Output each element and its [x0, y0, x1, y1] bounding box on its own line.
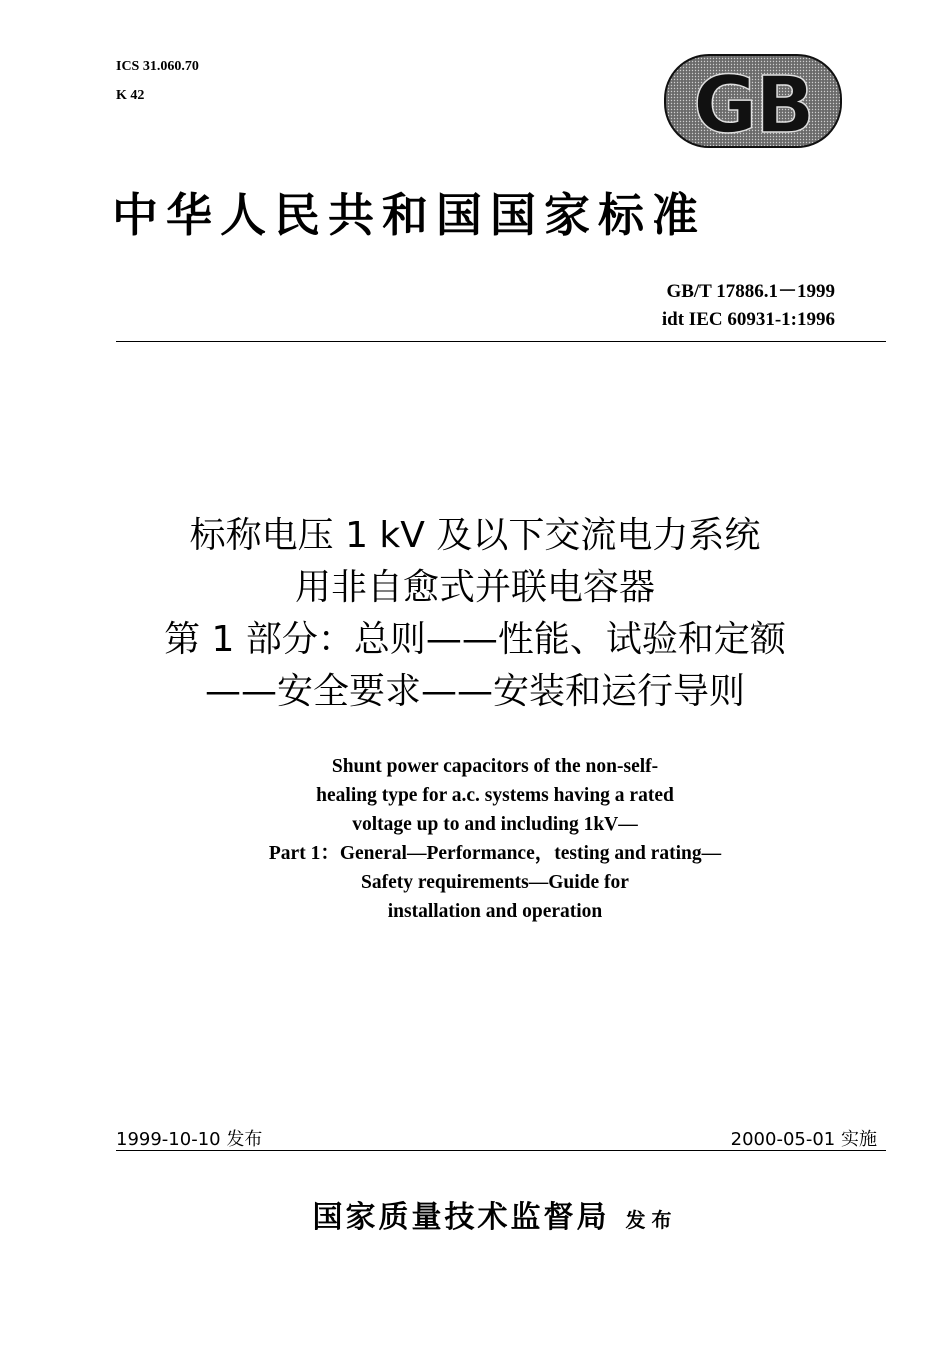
footer-divider [116, 1150, 886, 1151]
english-title-line: voltage up to and including 1kV— [352, 814, 638, 835]
logo-text: GB [693, 61, 813, 148]
english-title-line: Part 1：General—Performance，testing and rating— [268, 843, 722, 864]
chinese-title-line: 用非自愈式并联电容器 [294, 567, 655, 608]
english-title-line: installation and operation [387, 901, 603, 922]
issuer-block [0, 1192, 950, 1236]
publish-date: 1999-10-10 发布 [116, 1129, 263, 1150]
chinese-title-line: ——安全要求——安装和运行导则 [204, 671, 745, 712]
iec-equivalence: idt IEC 60931-1:1996 [661, 309, 835, 330]
issuer-suffix: 发布 [625, 1210, 678, 1232]
standard-number: GB/T 17886.1－1999 [666, 281, 835, 302]
issuer-name: 国家质量技术监督局 [312, 1201, 610, 1234]
english-title [0, 752, 950, 926]
chinese-title-line: 第 1 部分：总则——性能、试验和定额 [164, 619, 786, 660]
gb-logo [664, 54, 842, 148]
english-title-line: Safety requirements—Guide for [361, 872, 629, 893]
national-standard-title: 中华人民共和国国家标准 [112, 190, 706, 241]
classification-codes [116, 52, 199, 110]
effective-date: 2000-05-01 实施 [730, 1129, 877, 1150]
classification-code: K 42 [116, 88, 145, 103]
ics-code: ICS 31.060.70 [116, 59, 199, 74]
standard-number-block [662, 278, 835, 334]
english-title-line: healing type for a.c. systems having a rated [316, 785, 674, 806]
chinese-title [0, 510, 950, 718]
header-divider [116, 341, 886, 342]
english-title-line: Shunt power capacitors of the non-self- [331, 756, 659, 777]
chinese-title-line: 标称电压 1 kV 及以下交流电力系统 [189, 515, 761, 556]
